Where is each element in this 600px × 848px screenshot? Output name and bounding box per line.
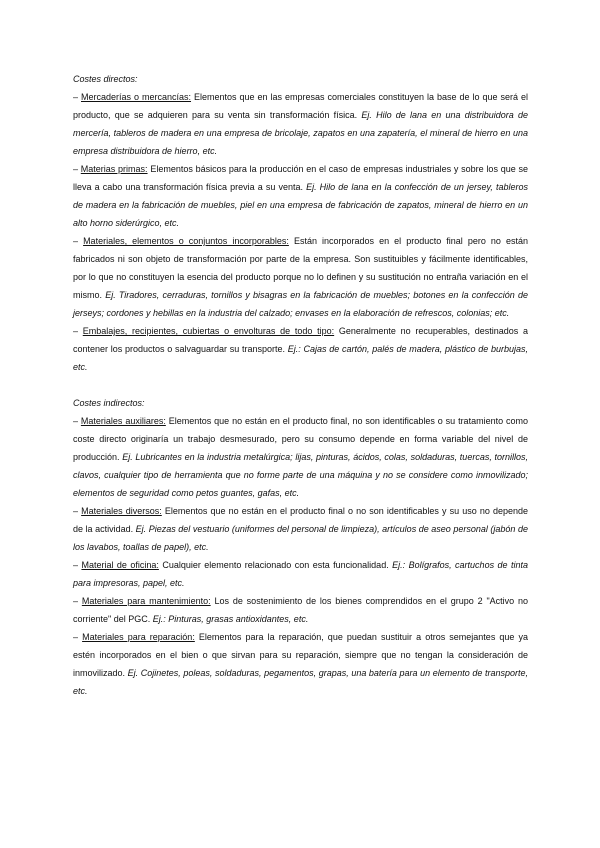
entry-term: Materiales diversos: [81,506,162,516]
entry-example: Ej. Hilo de lana en la confección de un jersey, tableros de madera en la fabricación de muebles, piel en una empresa de fabricación de zapatos, mineral de hierro en un alto horno siderúrgico, etc. [73,182,528,228]
entry-materiales-mantenimiento [73,592,528,628]
entry-dash: – [73,236,84,246]
entry-example: Ej. Tiradores, cerraduras, tornillos y bisagras en la fabricación de muebles; botones en la confección de jerseys; cordones y hebillas en la industria del calzado; envases en la elaboración de refrescos, colonias; etc. [73,290,528,318]
section-heading: Costes indirectos: [73,398,145,408]
entry-dash: – [73,632,83,642]
entry-example: Ej. Lubricantes en la industria metalúrgica; lijas, pinturas, ácidos, colas, soldaduras, tuercas, tornillos, clavos, cualquier tipo de herramienta que no forme parte de una máquina y no se considere como inmovilizado; elementos de seguridad como petos guantes, gafas, etc. [73,452,529,498]
document-body [73,70,528,700]
entry-materiales-diversos [73,502,528,556]
entry-text: Elementos que no están en el producto final, no son identificables o su tratamiento como coste directo originaría un trabajo desmesurado, pero su consumo depende en forma variable del nivel de producción. [73,416,528,462]
entry-material-oficina [73,556,528,592]
entry-text: Generalmente no recuperables, destinados a contener los productos o salvaguardar su transporte. [73,326,528,354]
entry-example: Ej.: Bolígrafos, cartuchos de tinta para impresoras, papel, etc. [73,560,528,588]
entry-term: Materiales, elementos o conjuntos incorporables: [83,236,289,246]
entry-term: Materias primas: [80,164,148,174]
section-heading: Costes directos: [73,74,138,84]
section-indirect-costs [73,394,528,700]
entry-text: Elementos que no están en el producto final o no son identificables y su uso no depende de la actividad. [73,506,528,534]
entry-term: Materiales auxiliares: [80,416,166,426]
entry-text: Están incorporados en el producto final pero no están fabricados ni son objeto de transformación por parte de la empresa. Son sustituibles y fácilmente identificables, por lo que no constituyen la esencia del producto porque no lo definen y su sustitución no entraña variación en el mismo. [73,236,529,300]
entry-example: Ej. Piezas del vestuario (uniformes del personal de limpieza), artículos de aseo personal (jabón de los lavabos, toallas de papel), etc. [73,524,528,552]
entry-term: Materiales para mantenimiento: [81,596,211,606]
entry-text: Elementos que en las empresas comerciales constituyen la base de lo que será el producto, que se adquieren para su venta sin transformación física. [73,92,528,120]
entry-dash: – [73,164,81,174]
entry-example: Ej.: Cajas de cartón, palés de madera, plástico de burbujas, etc. [73,344,529,372]
entry-dash: – [73,506,82,516]
entry-example: Ej.: Pinturas, grasas antioxidantes, etc. [152,614,309,624]
entry-term: Embalajes, recipientes, cubiertas o envolturas de todo tipo: [82,326,335,336]
entry-embalajes [73,322,528,376]
entry-materias-primas [73,160,528,232]
entry-text: Los de sostenimiento de los bienes comprendidos en el grupo 2 "Activo no corriente" del PGC. [73,596,528,624]
entry-example: Ej. Cojinetes, poleas, soldaduras, pegamentos, grapas, una batería para un elemento de transporte, etc. [73,668,528,696]
entry-dash: – [73,596,82,606]
entry-term: Materiales para reparación: [82,632,195,642]
entry-text: Cualquier elemento relacionado con esta funcionalidad. [158,560,393,570]
entry-dash: – [73,326,83,336]
entry-dash: – [73,416,81,426]
section-spacer [73,376,528,394]
entry-materiales-reparacion [73,628,528,700]
entry-term: Material de oficina: [81,560,159,570]
entry-term: Mercaderías o mercancías: [81,92,192,102]
entry-mercaderias [73,88,528,160]
entry-text: Elementos para la reparación, que puedan sustituir a otros semejantes que ya estén incorporados en el bien o que sirvan para su reparación, siempre que no tengan la consideración de inmovilizado. [73,632,529,678]
entry-dash: – [73,92,81,102]
entry-materiales-auxiliares [73,412,528,502]
entry-dash: – [73,560,82,570]
section-direct-costs [73,70,528,376]
entry-example: Ej. Hilo de lana en una distribuidora de mercería, tableros de madera en una empresa de bricolaje, zapatos en una zapatería, el mineral de hierro en una empresa distribuidora de hierro, etc. [73,110,528,156]
entry-text: Elementos básicos para la producción en el caso de empresas industriales y sobre los que se lleva a cabo una transformación física previa a su venta. [73,164,528,192]
entry-materiales-incorporables [73,232,528,322]
